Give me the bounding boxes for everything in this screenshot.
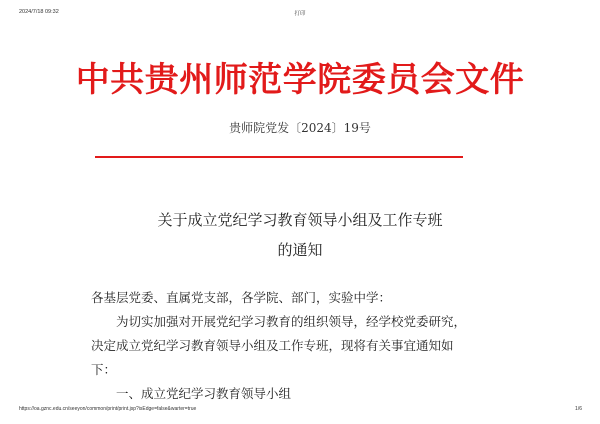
print-header [0,9,600,19]
notice-title-line-1: 关于成立党纪学习教育领导小组及工作专班 [157,211,443,229]
notice-title-line-2: 的通知 [277,241,323,259]
red-divider-line [95,156,463,158]
notice-title [0,205,600,265]
document-number: 贵师院党发〔2024〕19号 [229,121,371,135]
page-number: 1/6 [575,406,582,412]
print-title: 打印 [294,11,306,17]
body-section-heading: 一、成立党纪学习教育领导小组 [116,386,292,401]
document-body [91,286,511,406]
body-paragraph-line: 决定成立党纪学习教育领导小组及工作专班，现将有关事宜通知如 [91,338,454,353]
print-url: https://oa.gznc.edu.cn/seeyon/common/print/print.jsp?isEdge=false&warter=true [19,406,197,412]
print-datetime: 2024/7/18 09:32 [19,9,59,15]
print-footer [0,406,600,416]
body-paragraph-line: 为切实加强对开展党纪学习教育的组织领导，经学校党委研究， [116,314,467,329]
body-paragraph-line: 下： [91,362,117,377]
document-red-header-title: 中共贵州师范学院委员会文件 [75,60,525,100]
body-salutation: 各基层党委、直属党支部，各学院、部门，实验中学： [91,290,392,305]
